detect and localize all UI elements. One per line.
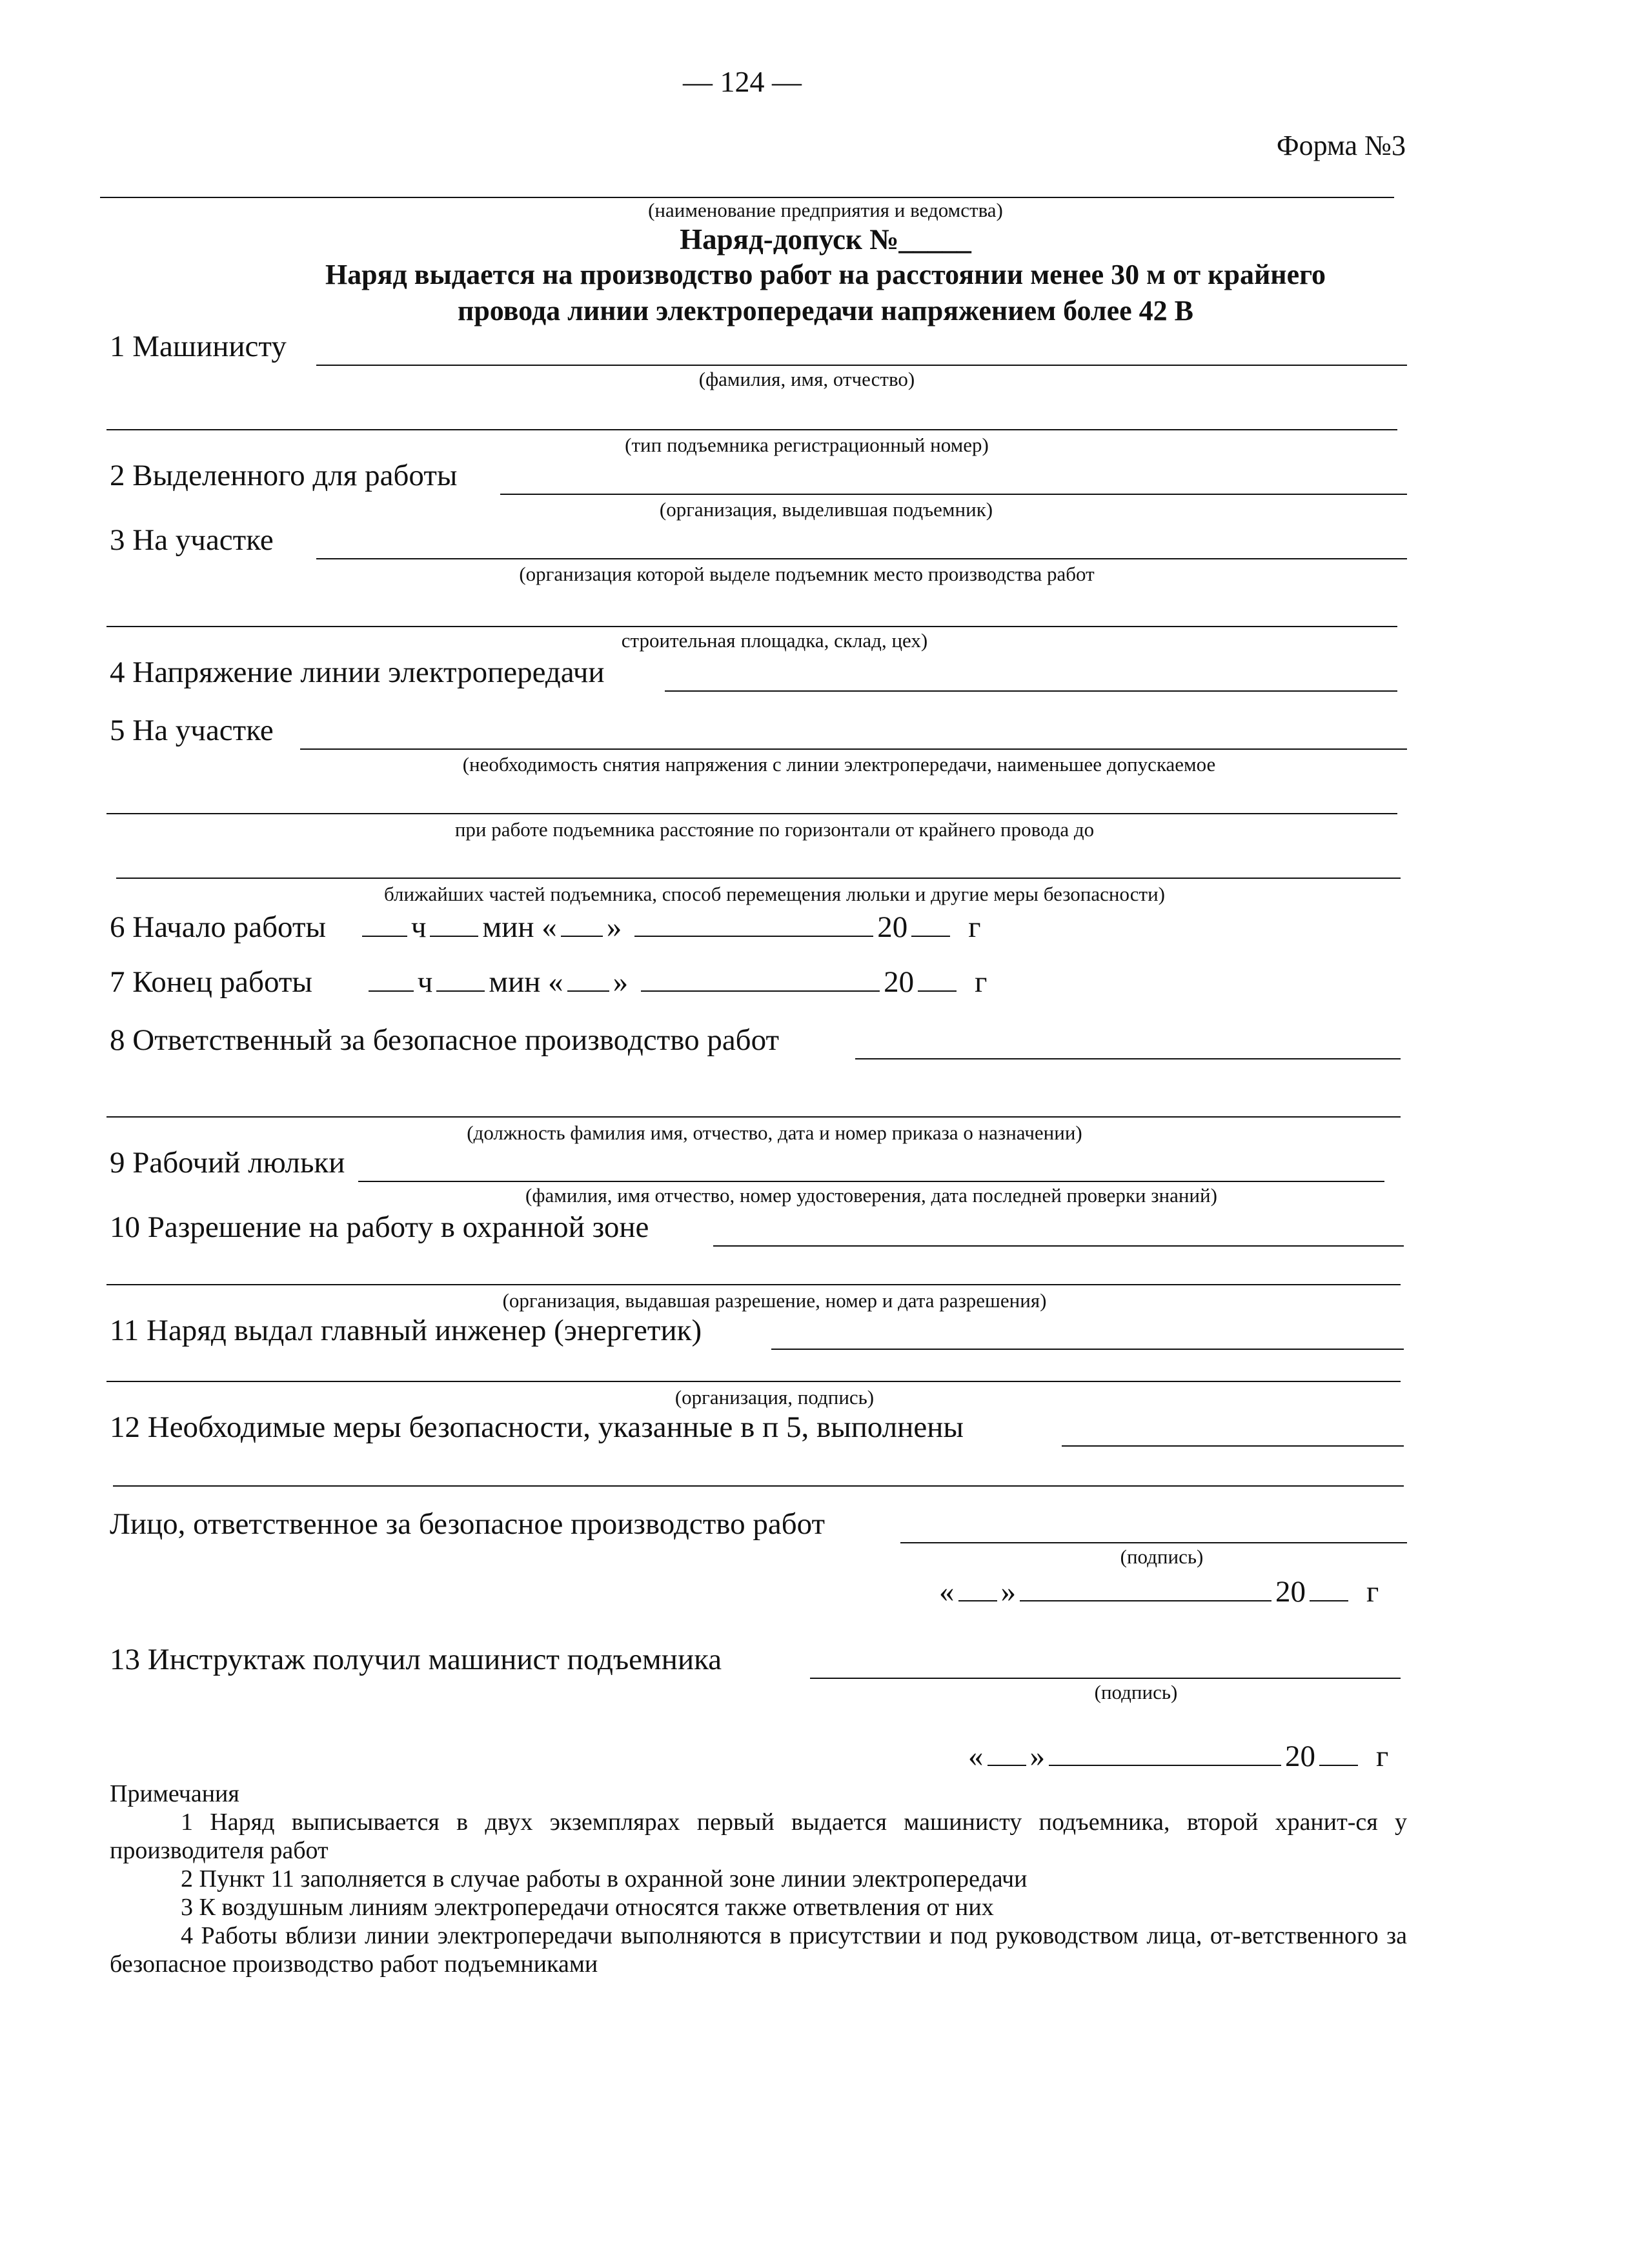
responsible-year-input[interactable] bbox=[1310, 1600, 1348, 1601]
field-zone-permit-caption: (организация, выдавшая разрешение, номер и дата разрешения) bbox=[502, 1289, 1047, 1312]
note-item: 4 Работы вблизи линии электропередачи выполняются в присутствии и под руководством лица, от-ветственного за безопасное производство работ подъемниками bbox=[110, 1922, 1407, 1978]
end-hours-input[interactable] bbox=[369, 990, 414, 992]
field-operator-caption: (фамилия, имя, отчество) bbox=[698, 368, 915, 390]
note-item: 2 Пункт 11 заполняется в случае работы в охранной зоне линии электропередачи bbox=[181, 1865, 1028, 1892]
field-site2-line-3[interactable] bbox=[116, 878, 1401, 879]
instruction-date-row bbox=[968, 1739, 1388, 1774]
field-basket-worker-label: 9 Рабочий люльки bbox=[110, 1146, 345, 1179]
end-day-close: » bbox=[613, 965, 629, 999]
responsible-year-prefix: 20 bbox=[1275, 1575, 1306, 1609]
field-zone-permit-line-2[interactable] bbox=[106, 1284, 1401, 1285]
field-start-row bbox=[110, 910, 981, 945]
start-year-suffix: г bbox=[968, 910, 981, 944]
start-hours-input[interactable] bbox=[362, 935, 407, 937]
permit-title: Наряд-допуск №_____ bbox=[680, 223, 971, 256]
end-month-input[interactable] bbox=[641, 990, 880, 992]
start-min-unit: мин « bbox=[482, 910, 557, 944]
field-end-row bbox=[110, 965, 987, 999]
field-site-line[interactable] bbox=[316, 558, 1407, 559]
note-item: 3 К воздушным линиям электропередачи относятся также ответвления от них bbox=[181, 1894, 994, 1921]
field-operator-label: 1 Машинисту bbox=[110, 330, 287, 363]
end-year-prefix: 20 bbox=[884, 965, 915, 999]
field-responsible-line[interactable] bbox=[855, 1058, 1401, 1059]
field-responsible-line-2[interactable] bbox=[106, 1116, 1401, 1118]
form-label: Форма №3 bbox=[1276, 130, 1406, 161]
field-basket-worker-caption: (фамилия, имя отчество, номер удостоверения, дата последней проверки знаний) bbox=[525, 1184, 1217, 1207]
field-site-caption-2: строительная площадка, склад, цех) bbox=[621, 629, 928, 652]
field-site2-label: 5 На участке bbox=[110, 714, 274, 747]
responsible-date-close: » bbox=[1000, 1575, 1016, 1609]
end-day-input[interactable] bbox=[567, 990, 609, 992]
responsible-day-input[interactable] bbox=[958, 1600, 997, 1601]
end-min-unit: мин « bbox=[489, 965, 563, 999]
instruction-year-suffix: г bbox=[1376, 1740, 1389, 1773]
responsible-date-open: « bbox=[939, 1575, 955, 1609]
responsible-month-input[interactable] bbox=[1020, 1600, 1271, 1601]
field-instruction-caption: (подпись) bbox=[1094, 1681, 1178, 1703]
field-instruction-line[interactable] bbox=[810, 1678, 1401, 1679]
field-lift-type-caption: (тип подъемника регистрационный номер) bbox=[625, 434, 989, 456]
org-caption: (наименование предприятия и ведомства) bbox=[648, 199, 1003, 221]
note-item: 1 Наряд выписывается в двух экземплярах первый выдается машинисту подъемника, второй хранит-ся у производителя работ bbox=[110, 1809, 1407, 1864]
field-issued-label: 11 Наряд выдал главный инженер (энергетик) bbox=[110, 1314, 702, 1347]
end-year-suffix: г bbox=[975, 965, 988, 999]
instruction-date-close: » bbox=[1029, 1740, 1045, 1773]
field-responsible-label: 8 Ответственный за безопасное производство работ bbox=[110, 1023, 780, 1057]
field-site2-caption: (необходимость снятия напряжения с линии электропередачи, наименьшее допускаемое bbox=[462, 753, 1216, 776]
instruction-year-input[interactable] bbox=[1319, 1764, 1358, 1766]
field-measures-label: 12 Необходимые меры безопасности, указанные в п 5, выполнены bbox=[110, 1410, 964, 1444]
field-issued-caption: (организация, подпись) bbox=[674, 1386, 875, 1409]
org-name-line[interactable] bbox=[100, 197, 1394, 198]
field-voltage-label: 4 Напряжение линии электропередачи bbox=[110, 656, 605, 689]
field-voltage-line[interactable] bbox=[665, 690, 1397, 692]
responsible-date-row bbox=[939, 1574, 1379, 1609]
instruction-date-open: « bbox=[968, 1740, 984, 1773]
field-site2-caption-2: при работе подъемника расстояние по горизонтали от крайнего провода до bbox=[454, 818, 1095, 841]
responsible-signature-line[interactable] bbox=[900, 1542, 1407, 1543]
start-month-input[interactable] bbox=[634, 935, 873, 937]
field-issued-line-2[interactable] bbox=[106, 1381, 1401, 1382]
instruction-day-input[interactable] bbox=[988, 1764, 1026, 1766]
end-hours-unit: ч bbox=[417, 965, 433, 999]
field-measures-line[interactable] bbox=[1062, 1445, 1404, 1447]
permit-subtitle-2: провода линии электропередачи напряжением более 42 В bbox=[457, 295, 1194, 326]
field-assigned-label: 2 Выделенного для работы bbox=[110, 459, 458, 492]
field-operator-line[interactable] bbox=[316, 365, 1407, 366]
field-site-line-2[interactable] bbox=[106, 626, 1397, 627]
field-assigned-line[interactable] bbox=[500, 494, 1407, 495]
start-day-close: » bbox=[606, 910, 622, 944]
responsible-person-label: Лицо, ответственное за безопасное производство работ bbox=[110, 1507, 826, 1541]
start-day-input[interactable] bbox=[561, 935, 603, 937]
field-issued-line[interactable] bbox=[771, 1349, 1404, 1350]
end-year-input[interactable] bbox=[918, 990, 957, 992]
field-start-label: 6 Начало работы bbox=[110, 910, 327, 944]
field-responsible-caption: (должность фамилия имя, отчество, дата и номер приказа о назначении) bbox=[467, 1121, 1082, 1144]
field-lift-type-line[interactable] bbox=[106, 429, 1397, 430]
field-site-label: 3 На участке bbox=[110, 523, 274, 557]
field-end-label: 7 Конец работы bbox=[110, 965, 312, 999]
field-site-caption: (организация которой выделе подъемник место производства работ bbox=[519, 563, 1095, 585]
notes-heading: Примечания bbox=[110, 1780, 239, 1807]
permit-subtitle-1: Наряд выдается на производство работ на расстоянии менее 30 м от крайнего bbox=[325, 259, 1326, 290]
field-site2-caption-3: ближайших частей подъемника, способ перемещения люльки и другие меры безопасности) bbox=[384, 883, 1165, 905]
field-basket-worker-line[interactable] bbox=[358, 1181, 1384, 1182]
responsible-signature-caption: (подпись) bbox=[1120, 1545, 1204, 1568]
field-zone-permit-line[interactable] bbox=[713, 1245, 1404, 1247]
instruction-year-prefix: 20 bbox=[1285, 1740, 1315, 1773]
responsible-year-suffix: г bbox=[1366, 1575, 1379, 1609]
field-site2-line[interactable] bbox=[300, 748, 1407, 750]
notes-section bbox=[110, 1780, 1407, 1978]
start-hours-unit: ч bbox=[410, 910, 427, 944]
instruction-month-input[interactable] bbox=[1049, 1764, 1281, 1766]
field-assigned-caption: (организация, выделившая подъемник) bbox=[659, 498, 993, 521]
start-year-input[interactable] bbox=[911, 935, 950, 937]
start-year-prefix: 20 bbox=[877, 910, 908, 944]
field-site2-line-2[interactable] bbox=[106, 813, 1397, 814]
end-min-input[interactable] bbox=[436, 990, 485, 992]
field-zone-permit-label: 10 Разрешение на работу в охранной зоне bbox=[110, 1210, 649, 1244]
start-min-input[interactable] bbox=[430, 935, 478, 937]
field-instruction-label: 13 Инструктаж получил машинист подъемника bbox=[110, 1643, 722, 1676]
field-measures-line-2[interactable] bbox=[113, 1485, 1404, 1487]
page-number: — 124 — bbox=[683, 65, 802, 98]
